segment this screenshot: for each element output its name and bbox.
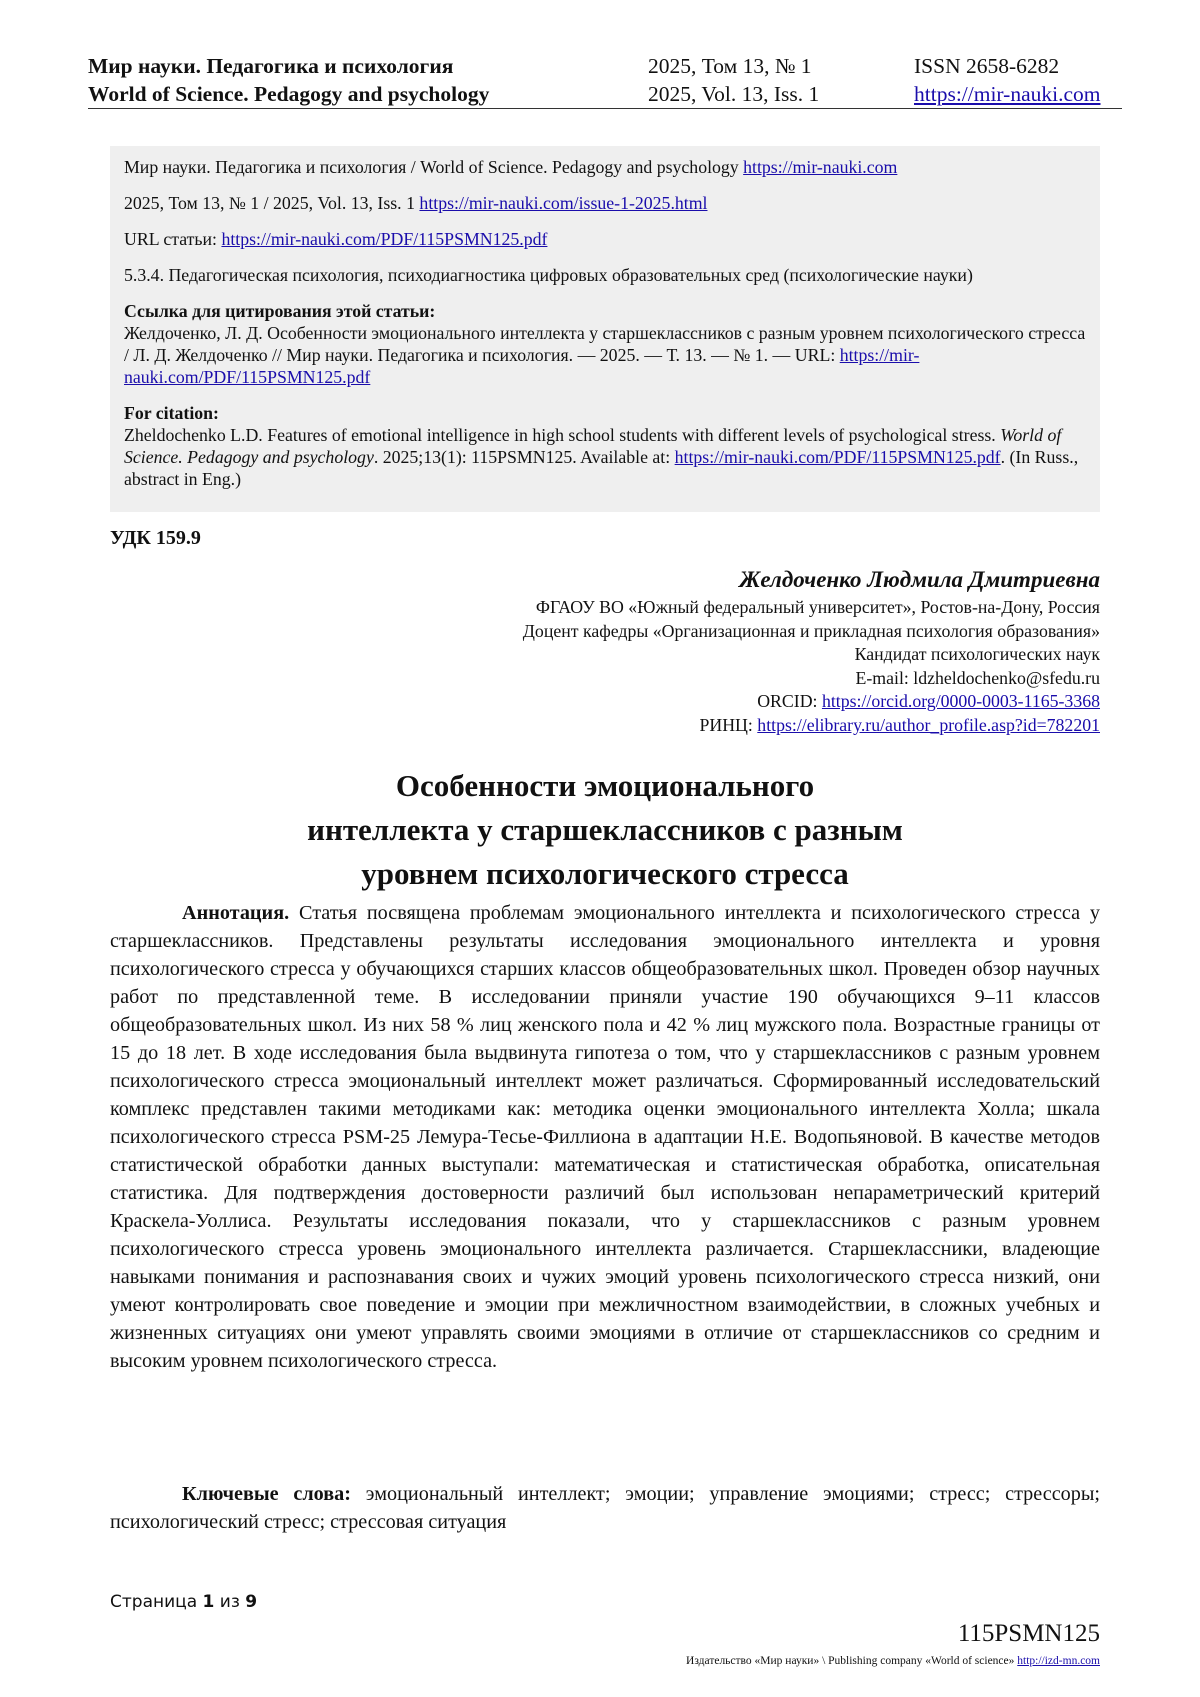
info-issue-line: 2025, Том 13, № 1 / 2025, Vol. 13, Iss. 1 https://mir-nauki.com/issue-1-2025.html <box>124 193 708 213</box>
journal-title-ru: Мир науки. Педагогика и психология <box>88 54 454 78</box>
author-email: E-mail: ldzheldochenko@sfedu.ru <box>855 667 1100 688</box>
article-info-box <box>110 146 1100 512</box>
document-id: 115PSMN125 <box>957 1620 1100 1647</box>
keywords-text: эмоциональный интеллект; эмоции; управление эмоциями; стресс; стрессоры; психологический стресс; стрессовая ситуация <box>110 1483 1101 1533</box>
cite-ru-heading: Ссылка для цитирования этой статьи: <box>124 301 436 321</box>
header-issn <box>914 52 1100 108</box>
header-journal <box>88 52 489 108</box>
specialty-code: 5.3.4. Педагогическая психология, психодиагностика цифровых образовательных сред (психологические науки) <box>124 265 973 285</box>
abstract <box>110 899 1100 1375</box>
issue-link[interactable]: https://mir-nauki.com/issue-1-2025.html <box>419 193 708 213</box>
author-name: Желдоченко Людмила Дмитриевна <box>739 567 1100 592</box>
keywords-label: Ключевые слова: <box>182 1483 351 1505</box>
abstract-label: Аннотация. <box>182 902 290 924</box>
cite-en-heading: For citation: <box>124 403 219 423</box>
article-url-link[interactable]: https://mir-nauki.com/PDF/115PSMN125.pdf <box>221 229 548 249</box>
cite-ru-link[interactable]: https://mir-nauki.com/PDF/115PSMN125.pdf <box>124 345 920 387</box>
page-number: Страница 1 из 9 <box>110 1592 258 1612</box>
publisher-line: Издательство «Мир науки» \ Publishing company «World of science» http://izd-mn.com <box>686 1655 1100 1667</box>
title-line-1: Особенности эмоционального <box>395 768 815 803</box>
title-line-3: уровнем психологического стресса <box>361 856 849 891</box>
article-title <box>110 764 1100 896</box>
site-link[interactable]: https://mir-nauki.com <box>914 82 1101 106</box>
author-affiliation: ФГАОУ ВО «Южный федеральный университет», Ростов-на-Дону, Россия <box>535 597 1100 617</box>
udk-code: УДК 159.9 <box>110 527 201 549</box>
journal-link[interactable]: https://mir-nauki.com <box>743 157 898 177</box>
author-rinc: РИНЦ: https://elibrary.ru/author_profile.asp?id=782201 <box>699 714 1100 735</box>
author-block <box>523 566 1100 738</box>
cite-en-text: Zheldochenko L.D. Features of emotional intelligence in high school students with different levels of psychological stress. World of Science. Pedagogy and psychology. 2025;13(1): 115PSMN125. Available at: https://mir-nauki.com/PDF/115PSMN125.pdf. (In Russ., abstract in Eng.) <box>124 425 1079 489</box>
cite-ru-text: Желдоченко, Л. Д. Особенности эмоционального интеллекта у старшеклассников с разным уровнем психологического стресса / Л. Д. Желдоченко // Мир науки. Педагогика и психология. — 2025. — Т. 13. — № 1. — URL: https://mir-nauki.com/PDF/115PSMN125.pdf <box>124 323 1086 387</box>
running-header <box>88 52 1122 109</box>
author-degree: Кандидат психологических наук <box>854 644 1100 665</box>
author-position: Доцент кафедры «Организационная и прикладная психология образования» <box>522 620 1100 641</box>
info-journal-line: Мир науки. Педагогика и психология / World of Science. Pedagogy and psychology https://mir-nauki.com <box>124 157 898 177</box>
abstract-text: Статья посвящена проблемам эмоционального интеллекта и психологического стресса у старшеклассников. Представлены результаты исследования эмоционального интеллекта и уровня психологического стресса у обучающихся старших классов общеобразовательных школ. Проведен обзор научных работ по представленной теме. В исследовании приняли участие 190 обучающихся 9–11 классов общеобразовательных школ. Из них 58 % лиц женского пола и 42 % лиц мужского пола. Возрастные границы от 15 до 18 лет. В ходе исследования была выдвинута гипотеза о том, что у старшеклассников с разным уровнем психологического стресса эмоциональный интеллект может различаться. Сформированный исследовательский комплекс представлен такими методиками как: методика оценки эмоционального интеллекта Холла; шкала психологического стресса PSM-25 Лемура-Тесье-Филлиона в адаптации Н.Е. Водопьяновой. В качестве методов статистической обработки данных выступали: математическая и статистическая обработка, описательная статистика. Для подтверждения достоверности различий был использован непараметрический критерий Краскела-Уоллиса. Результаты исследования показали, что у старшеклассников с разным уровнем психологического стресса уровень эмоционального интеллекта различается. Старшеклассники, владеющие навыками понимания и распознавания своих и чужих эмоций уровень психологического стресса низкий, они умеют контролировать свое поведение и эмоции при межличностном взаимодействии, в сложных учебных и жизненных ситуациях они умеют управлять своими эмоциями в отличие от старшеклассников со средним и высоким уровнем психологического стресса. <box>110 902 1100 1372</box>
orcid-link[interactable]: https://orcid.org/0000-0003-1165-3368 <box>821 691 1100 712</box>
cite-en-link[interactable]: https://mir-nauki.com/PDF/115PSMN125.pdf <box>674 447 1001 467</box>
header-issue <box>648 52 819 108</box>
rinc-link[interactable]: https://elibrary.ru/author_profile.asp?id=782201 <box>757 714 1100 735</box>
info-url-line: URL статьи: https://mir-nauki.com/PDF/115PSMN125.pdf <box>124 229 548 249</box>
journal-title-en: World of Science. Pedagogy and psychology <box>88 82 490 106</box>
keywords <box>110 1480 1100 1536</box>
issue-en: 2025, Vol. 13, Iss. 1 <box>648 82 820 106</box>
issue-ru: 2025, Том 13, № 1 <box>648 54 812 78</box>
author-orcid: ORCID: https://orcid.org/0000-0003-1165-3368 <box>757 691 1100 712</box>
issn: ISSN 2658-6282 <box>914 54 1060 78</box>
publisher-link[interactable]: http://izd-mn.com <box>1017 1655 1100 1667</box>
title-line-2: интеллекта у старшеклассников с разным <box>307 812 903 847</box>
